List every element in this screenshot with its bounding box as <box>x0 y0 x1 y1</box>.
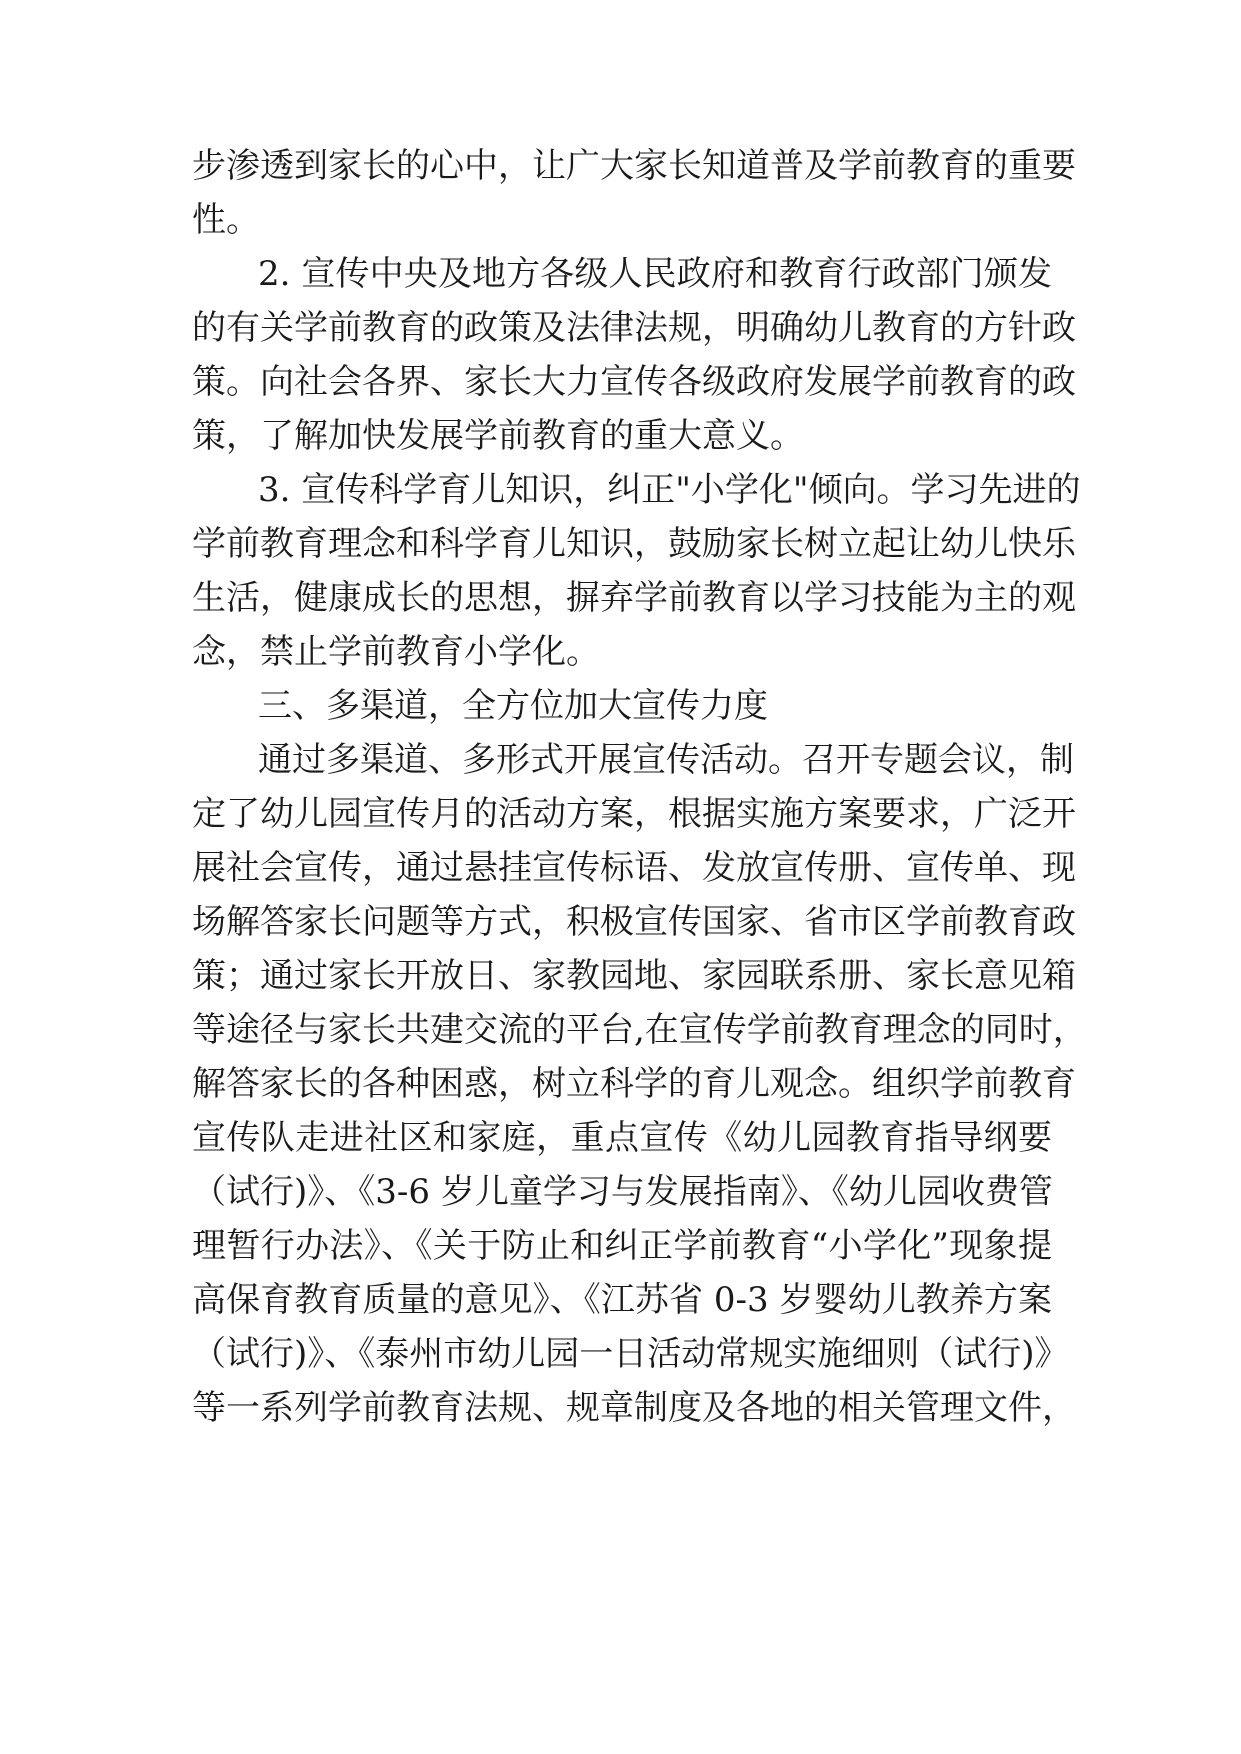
text-line: 定了幼儿园宣传月的活动方案，根据实施方案要求，广泛开 <box>192 794 1076 834</box>
text-line: 等一系列学前教育法规、规章制度及各地的相关管理文件， <box>192 1388 1076 1428</box>
text-line: 展社会宣传，通过悬挂宣传标语、发放宣传册、宣传单、现 <box>192 848 1076 888</box>
text-line: （试行)》、《泰州市幼儿园一日活动常规实施细则（试行)》 <box>192 1334 1069 1374</box>
text-line: 策；通过家长开放日、家教园地、家园联系册、家长意见箱 <box>192 956 1076 996</box>
text-line: 的有关学前教育的政策及法律法规，明确幼儿教育的方针政 <box>192 308 1076 348</box>
text-line: （试行)》、《3-6 岁儿童学习与发展指南》、《幼儿园收费管 <box>192 1172 1053 1212</box>
text-line: 解答家长的各种困惑，树立科学的育儿观念。组织学前教育 <box>192 1064 1076 1104</box>
text-line: 生活，健康成长的思想，摒弃学前教育以学习技能为主的观 <box>192 578 1076 618</box>
text-line: 策，了解加快发展学前教育的重大意义。 <box>192 416 804 456</box>
text-line: 学前教育理念和科学育儿知识，鼓励家长树立起让幼儿快乐 <box>192 524 1076 564</box>
text-line: 宣传队走进社区和家庭，重点宣传《幼儿园教育指导纲要 <box>192 1118 1052 1158</box>
text-line: 场解答家长问题等方式，积极宣传国家、省市区学前教育政 <box>192 902 1076 942</box>
text-line: 高保育教育质量的意见》、《江苏省 0-3 岁婴幼儿教养方案 <box>192 1280 1052 1320</box>
text-line: 通过多渠道、多形式开展宣传活动。召开专题会议，制 <box>258 740 1074 780</box>
text-line: 2. 宣传中央及地方各级人民政府和教育行政部门颁发 <box>258 254 1052 294</box>
text-line: 等途径与家长共建交流的平台,在宣传学前教育理念的同时， <box>192 1010 1087 1050</box>
text-line: 念，禁止学前教育小学化。 <box>192 632 600 672</box>
text-line: 策。向社会各界、家长大力宣传各级政府发展学前教育的政 <box>192 362 1076 402</box>
text-line: 步渗透到家长的心中，让广大家长知道普及学前教育的重要 <box>192 146 1076 186</box>
section-heading: 三、多渠道，全方位加大宣传力度 <box>258 686 768 726</box>
text-line: 3. 宣传科学育儿知识，纠正"小学化"倾向。学习先进的 <box>258 470 1081 510</box>
text-line: 性。 <box>192 200 260 240</box>
text-line: 理暂行办法》、《关于防止和纠正学前教育“小学化”现象提 <box>192 1226 1052 1266</box>
